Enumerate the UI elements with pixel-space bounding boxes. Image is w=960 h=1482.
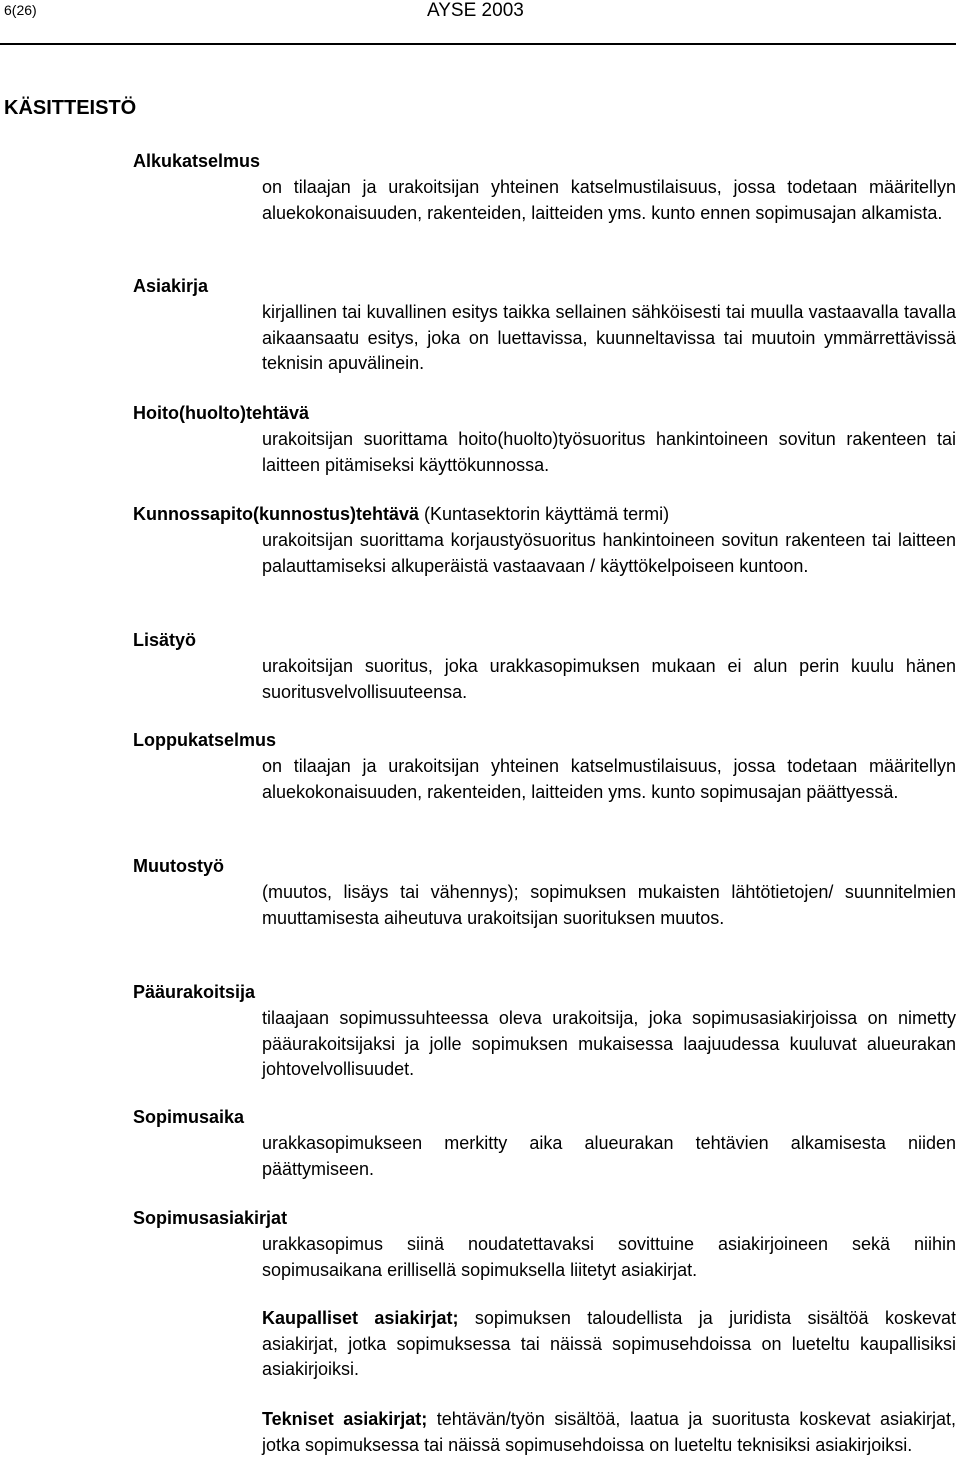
subitem-tekniset-asiakirjat [262,1407,956,1458]
definition-sopimusaika: urakkasopimukseen merkitty aika alueurakan tehtävien alkamisesta niiden päättymiseen. [262,1133,956,1179]
subitem-label: Kaupalliset asiakirjat; [262,1308,459,1328]
subitem-text: tehtävän/työn sisältöä, laatua ja suoritusta koskevat asiakirjat, jotka sopimuksessa tai näissä sopimusehdoissa on lueteltu teknisiksi asiakirjoiksi. [262,1409,956,1455]
subitem-text: sopimuksen taloudellista ja juridista sisältöä koskevat asiakirjat, jotka sopimuksessa tai näissä sopimusehdoissa on lueteltu kaupallisiksi asiakirjoiksi. [262,1308,956,1379]
header-divider [0,43,956,45]
term-asiakirja: Asiakirja [133,276,209,296]
subitem-label: Tekniset asiakirjat; [262,1409,428,1429]
subitem-kaupalliset-asiakirjat [262,1306,956,1383]
term-muutostyo: Muutostyö [133,856,224,876]
page-number: 6(26) [4,2,37,18]
definition-lisatyo: urakoitsijan suoritus, joka urakkasopimuksen mukaan ei alun perin kuulu hänen suoritusvelvollisuuteensa. [262,656,956,702]
term-loppukatselmus: Loppukatselmus [133,730,277,750]
term-hoitotehtava: Hoito(huolto)tehtävä [133,403,309,423]
term-sopimusasiakirjat: Sopimusasiakirjat [133,1208,288,1228]
definition-loppukatselmus: on tilaajan ja urakoitsijan yhteinen katselmustilaisuus, jossa todetaan määritellyn aluekokonaisuuden, rakenteiden, laitteiden yms. kunto sopimusajan päättyessä. [262,756,956,802]
term-kunnossapitotehtava [133,502,669,527]
definition-sopimusasiakirjat: urakkasopimus siinä noudatettavaksi sovittuine asiakirjoineen sekä niihin sopimusaikana erillisellä sopimuksella liitetyt asiakirjat. [262,1234,956,1280]
term-lisatyo: Lisätyö [133,630,197,650]
definition-muutostyo: (muutos, lisäys tai vähennys); sopimuksen mukaisten lähtötietojen/ suunnitelmien muuttamisesta aiheutuva urakoitsijan suorituksen muutos. [262,882,956,928]
term-paaurakoitsija: Pääurakoitsija [133,982,256,1002]
definition-paaurakoitsija: tilaajaan sopimussuhteessa oleva urakoitsija, joka sopimusasiakirjoissa on nimetty pääurakoitsijaksi ja jolle sopimuksen mukaisessa laajuudessa kuuluvat alueurakan johtovelvollisuudet. [262,1008,956,1079]
term-kunnossapitotehtava-label: Kunnossapito(kunnostus)tehtävä [133,504,420,524]
definition-hoitotehtava: urakoitsijan suorittama hoito(huolto)työsuoritus hankintoineen sovitun rakenteen tai laitteen pitämiseksi käyttökunnossa. [262,429,956,475]
definition-asiakirja: kirjallinen tai kuvallinen esitys taikka sellainen sähköisesti tai muulla vastaavalla tavalla aikaansaatu esitys, joka on luettavissa, kuunneltavissa tai muutoin ymmärrettävissä teknisin apuvälinein. [262,302,956,373]
document-header-title: AYSE 2003 [427,0,524,21]
page-title: KÄSITTEISTÖ [4,97,137,119]
term-sopimusaika: Sopimusaika [133,1107,245,1127]
term-alkukatselmus: Alkukatselmus [133,151,261,171]
definition-kunnossapitotehtava: urakoitsijan suorittama korjaustyösuoritus hankintoineen sovitun rakenteen tai laitteen palauttamiseksi alkuperäistä vastaavaan / käyttökelpoiseen kuntoon. [262,530,956,576]
definition-alkukatselmus: on tilaajan ja urakoitsijan yhteinen katselmustilaisuus, jossa todetaan määritellyn aluekokonaisuuden, rakenteiden, laitteiden yms. kunto ennen sopimusajan alkamista. [262,177,956,223]
term-note: (Kuntasektorin käyttämä termi) [424,504,670,524]
